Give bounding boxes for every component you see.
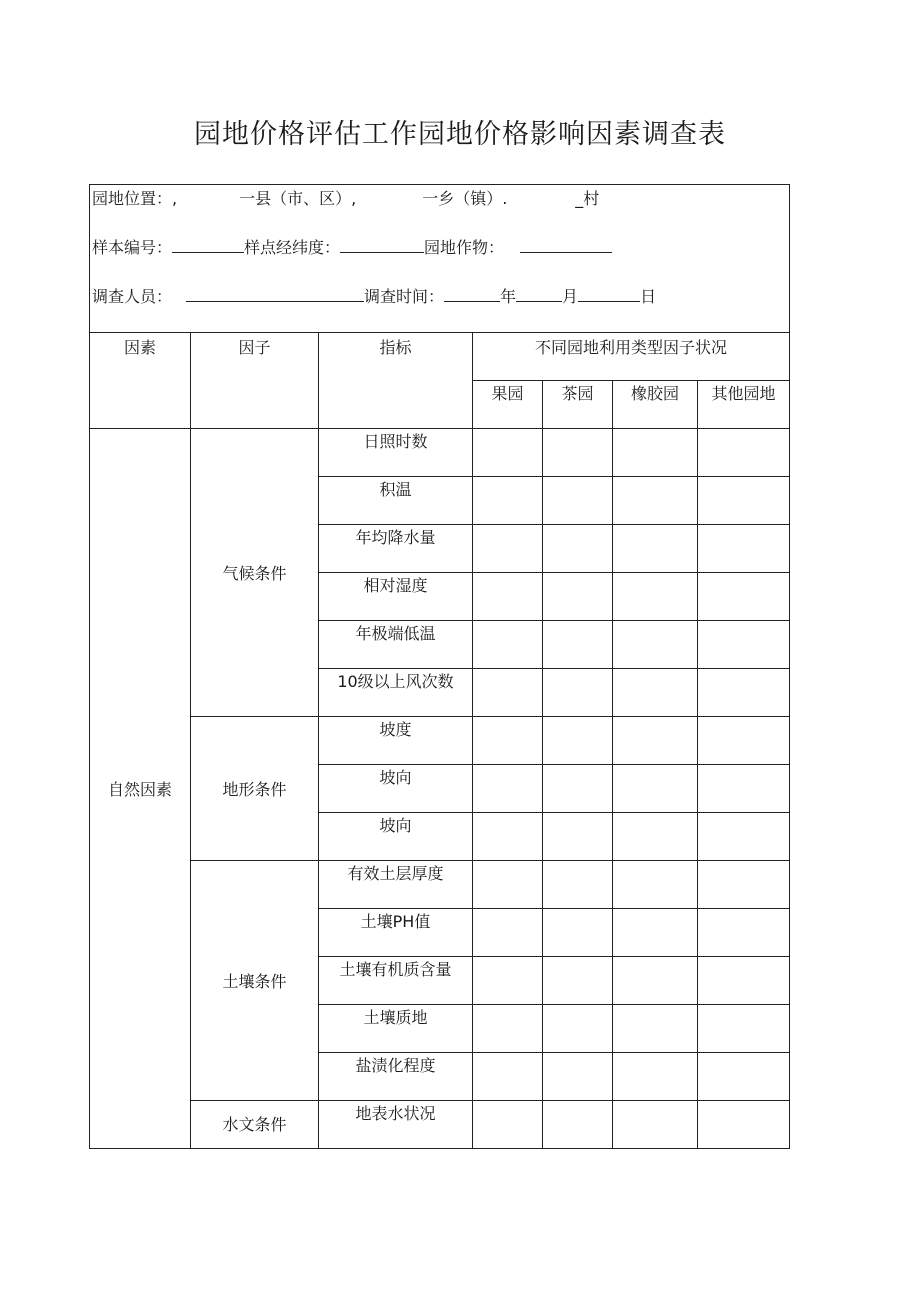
- header-status: 不同园地利用类型因子状况: [473, 333, 790, 381]
- surveyor-label: 调查人员：: [92, 287, 173, 306]
- entry-cell-other[interactable]: [698, 1005, 790, 1053]
- entry-cell-orchard[interactable]: [473, 861, 543, 909]
- entry-cell-rubber[interactable]: [613, 573, 698, 621]
- entry-cell-other[interactable]: [698, 957, 790, 1005]
- day-label: 日: [640, 287, 657, 306]
- entry-cell-rubber[interactable]: [613, 765, 698, 813]
- indicator-cell: 相对湿度: [319, 573, 473, 621]
- entry-cell-tea[interactable]: [543, 621, 613, 669]
- entry-cell-tea[interactable]: [543, 909, 613, 957]
- header-type-orchard: 果园: [473, 381, 543, 429]
- entry-cell-orchard[interactable]: [473, 669, 543, 717]
- table-row: [90, 1101, 790, 1149]
- info-section: [90, 185, 790, 333]
- entry-cell-tea[interactable]: [543, 477, 613, 525]
- entry-cell-rubber[interactable]: [613, 1005, 698, 1053]
- table-row: [90, 717, 790, 765]
- header-indicator: 指标: [319, 333, 473, 429]
- table-row: [90, 861, 790, 909]
- entry-cell-other[interactable]: [698, 573, 790, 621]
- entry-cell-rubber[interactable]: [613, 861, 698, 909]
- entry-cell-rubber[interactable]: [613, 669, 698, 717]
- entry-cell-orchard[interactable]: [473, 765, 543, 813]
- entry-cell-tea[interactable]: [543, 429, 613, 477]
- time-label: 调查时间：: [364, 287, 445, 306]
- entry-cell-orchard[interactable]: [473, 429, 543, 477]
- info-line-surveyor: [90, 283, 789, 332]
- indicator-cell: 土壤PH值: [319, 909, 473, 957]
- month-label: 月: [562, 287, 579, 306]
- header-type-tea: 茶园: [543, 381, 613, 429]
- factor-hydrology: 水文条件: [191, 1101, 319, 1149]
- indicator-cell: 年极端低温: [319, 621, 473, 669]
- info-line-sample: [90, 234, 789, 283]
- entry-cell-orchard[interactable]: [473, 621, 543, 669]
- entry-cell-orchard[interactable]: [473, 477, 543, 525]
- entry-cell-tea[interactable]: [543, 1005, 613, 1053]
- table-row: [90, 429, 790, 477]
- entry-cell-other[interactable]: [698, 669, 790, 717]
- entry-cell-other[interactable]: [698, 909, 790, 957]
- indicator-cell: 坡向: [319, 765, 473, 813]
- year-blank[interactable]: [444, 287, 500, 302]
- entry-cell-other[interactable]: [698, 765, 790, 813]
- month-blank[interactable]: [516, 287, 562, 302]
- header-type-other: 其他园地: [698, 381, 790, 429]
- indicator-cell: 土壤质地: [319, 1005, 473, 1053]
- entry-cell-orchard[interactable]: [473, 1101, 543, 1149]
- entry-cell-other[interactable]: [698, 717, 790, 765]
- indicator-cell: 日照时数: [319, 429, 473, 477]
- entry-cell-tea[interactable]: [543, 525, 613, 573]
- township-label: 一乡（镇）.: [422, 189, 508, 208]
- entry-cell-tea[interactable]: [543, 717, 613, 765]
- factor-soil: 土壤条件: [191, 861, 319, 1101]
- entry-cell-tea[interactable]: [543, 669, 613, 717]
- entry-cell-rubber[interactable]: [613, 429, 698, 477]
- entry-cell-rubber[interactable]: [613, 1101, 698, 1149]
- entry-cell-rubber[interactable]: [613, 477, 698, 525]
- entry-cell-orchard[interactable]: [473, 909, 543, 957]
- entry-cell-rubber[interactable]: [613, 909, 698, 957]
- indicator-cell: 坡向: [319, 813, 473, 861]
- entry-cell-other[interactable]: [698, 477, 790, 525]
- entry-cell-orchard[interactable]: [473, 1053, 543, 1101]
- entry-cell-tea[interactable]: [543, 1053, 613, 1101]
- info-line-location: [90, 185, 789, 234]
- entry-cell-tea[interactable]: [543, 813, 613, 861]
- entry-cell-orchard[interactable]: [473, 813, 543, 861]
- indicator-cell: 积温: [319, 477, 473, 525]
- entry-cell-rubber[interactable]: [613, 813, 698, 861]
- location-label: 园地位置：,: [92, 189, 178, 208]
- year-label: 年: [500, 287, 517, 306]
- crop-blank[interactable]: [520, 238, 612, 253]
- entry-cell-rubber[interactable]: [613, 1053, 698, 1101]
- factor-climate: 气候条件: [191, 429, 319, 717]
- entry-cell-other[interactable]: [698, 429, 790, 477]
- entry-cell-tea[interactable]: [543, 957, 613, 1005]
- crop-label: 园地作物：: [424, 238, 505, 257]
- entry-cell-rubber[interactable]: [613, 717, 698, 765]
- indicator-cell: 10级以上风次数: [319, 669, 473, 717]
- entry-cell-orchard[interactable]: [473, 1005, 543, 1053]
- sample-no-label: 样本编号：: [92, 238, 173, 257]
- indicator-cell: 坡度: [319, 717, 473, 765]
- indicator-cell: 土壤有机质含量: [319, 957, 473, 1005]
- page-title: 园地价格评估工作园地价格影响因素调查表: [194, 119, 726, 150]
- entry-cell-orchard[interactable]: [473, 717, 543, 765]
- entry-cell-other[interactable]: [698, 525, 790, 573]
- entry-cell-other[interactable]: [698, 1101, 790, 1149]
- sample-no-blank[interactable]: [172, 238, 244, 253]
- coords-blank[interactable]: [340, 238, 424, 253]
- indicator-cell: 年均降水量: [319, 525, 473, 573]
- factor-group-cell: 自然因素: [90, 429, 191, 1149]
- entry-cell-other[interactable]: [698, 621, 790, 669]
- entry-cell-orchard[interactable]: [473, 525, 543, 573]
- entry-cell-orchard[interactable]: [473, 957, 543, 1005]
- indicator-cell: 有效土层厚度: [319, 861, 473, 909]
- indicator-cell: 地表水状况: [319, 1101, 473, 1149]
- coords-label: 样点经纬度：: [244, 238, 341, 257]
- entry-cell-orchard[interactable]: [473, 573, 543, 621]
- entry-cell-rubber[interactable]: [613, 957, 698, 1005]
- entry-cell-rubber[interactable]: [613, 525, 698, 573]
- entry-cell-tea[interactable]: [543, 573, 613, 621]
- entry-cell-tea[interactable]: [543, 1101, 613, 1149]
- header-factor: 因子: [191, 333, 319, 429]
- day-blank[interactable]: [578, 287, 640, 302]
- entry-cell-tea[interactable]: [543, 765, 613, 813]
- entry-cell-other[interactable]: [698, 861, 790, 909]
- entry-cell-tea[interactable]: [543, 861, 613, 909]
- county-label: 一县（市、区）,: [239, 189, 357, 208]
- entry-cell-rubber[interactable]: [613, 621, 698, 669]
- entry-cell-other[interactable]: [698, 813, 790, 861]
- indicator-cell: 盐渍化程度: [319, 1053, 473, 1101]
- header-type-rubber: 橡胶园: [613, 381, 698, 429]
- header-factor-group: 因素: [90, 333, 191, 429]
- survey-table: [89, 184, 790, 1149]
- entry-cell-other[interactable]: [698, 1053, 790, 1101]
- factor-terrain: 地形条件: [191, 717, 319, 861]
- surveyor-blank[interactable]: [186, 287, 364, 302]
- village-label: _村: [575, 189, 600, 208]
